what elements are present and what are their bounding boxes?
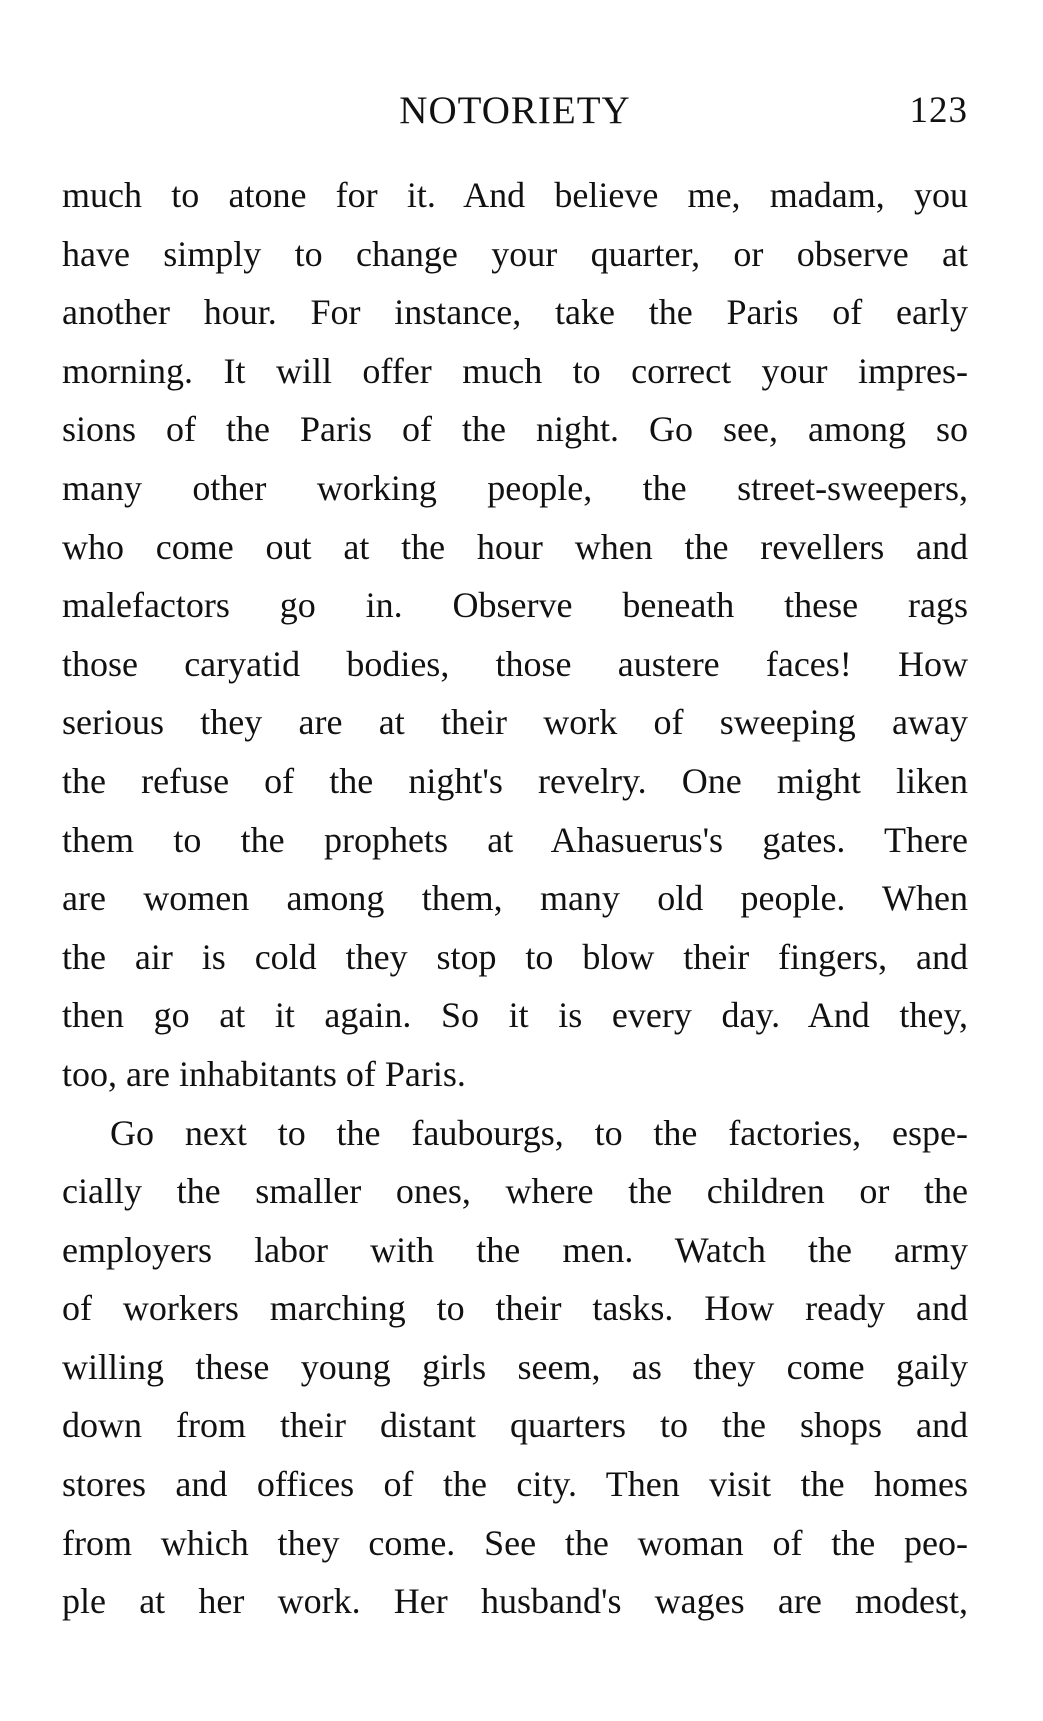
text-line: the refuse of the night's revelry. One might liken <box>62 760 968 801</box>
text-line: who come out at the hour when the revellers and <box>62 526 968 567</box>
text-line: many other working people, the street-sweepers, <box>62 467 968 508</box>
running-title: NOTORIETY <box>399 89 631 132</box>
text-line: ple at her work. Her husband's wages are modest, <box>62 1581 968 1622</box>
text-line: the air is cold they stop to blow their fingers, and <box>62 936 968 977</box>
text-line: sions of the Paris of the night. Go see, among so <box>62 409 968 450</box>
text-line: then go at it again. So it is every day. And they, <box>62 995 968 1036</box>
text-line: have simply to change your quarter, or observe at <box>62 233 968 274</box>
body-text <box>62 166 968 1631</box>
text-line: Go next to the faubourgs, to the factories, espe- <box>110 1112 968 1153</box>
text-line: much to atone for it. And believe me, madam, you <box>62 175 968 215</box>
text-line: of workers marching to their tasks. How ready and <box>62 1288 968 1329</box>
text-line: malefactors go in. Observe beneath these rags <box>62 585 968 626</box>
paragraph-1 <box>62 166 968 1104</box>
text-line: from which they come. See the woman of the peo- <box>62 1522 968 1563</box>
text-line: them to the prophets at Ahasuerus's gates. There <box>62 819 968 860</box>
text-line: serious they are at their work of sweeping away <box>62 702 968 743</box>
text-line: those caryatid bodies, those austere faces! How <box>62 643 968 684</box>
text-line: stores and offices of the city. Then visit the homes <box>62 1464 968 1505</box>
text-line: employers labor with the men. Watch the army <box>62 1229 968 1270</box>
text-line: are women among them, many old people. When <box>62 878 968 919</box>
text-line: willing these young girls seem, as they come gaily <box>62 1346 968 1387</box>
text-line: too, are inhabitants of Paris. <box>62 1053 466 1094</box>
running-head <box>62 86 968 136</box>
paragraph-2 <box>62 1104 968 1631</box>
text-line: cially the smaller ones, where the children or the <box>62 1171 968 1212</box>
text-line: another hour. For instance, take the Paris of early <box>62 292 968 333</box>
text-line: down from their distant quarters to the shops and <box>62 1405 968 1446</box>
page-number: 123 <box>909 90 968 131</box>
text-line: morning. It will offer much to correct your impres- <box>62 350 968 391</box>
